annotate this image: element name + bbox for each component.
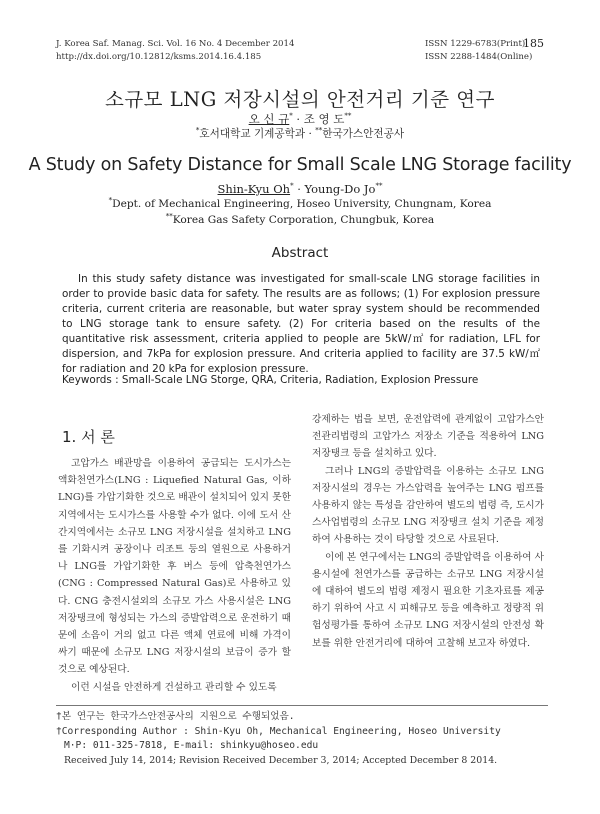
affil-mark: * xyxy=(195,126,200,135)
section-title: 1. 서 론 xyxy=(62,428,115,446)
korean-title: 소규모 LNG 저장시설의 안전거리 기준 연구 xyxy=(105,88,495,111)
abstract-body xyxy=(62,272,540,377)
author-separator: · xyxy=(292,112,304,126)
affil-mark: * xyxy=(108,196,113,205)
first-author-en: Shin-Kyu Oh xyxy=(217,182,291,196)
first-author-ko: 오 신 규 xyxy=(248,112,290,126)
author-mark: ** xyxy=(344,112,352,121)
body-paragraph: 고압가스 배관망을 이용하여 공급되는 도시가스는 액화천연가스(LNG : Liquefied Natural Gas, 이하 LNG)를 가압기화한 것으로 배관이 설치되어 있지 못한 지역에서는 도시가스를 사용할 수가 없다. 이에 도서 산간지역에서는 소규모 LNG 저장시설을 설치하고 LNG를 기화시켜 공장이나 리조트 등의 열원으로 사용하거나 LNG를 가압기화한 후 버스 등에 압축천연가스(CNG : Compressed Natural Gas)로 사용하고 있다. CNG 충전시설외의 소규모 가스 사용시설은 LNG저장탱크에 형성되는 가스의 증발압력으로 운전하기 때문에 소음이 거의 없고 다른 액체 연료에 비해 가격이 싸기 때문에 소규모 LNG 저장시설의 보급이 증가 할 것으로 예상된다. xyxy=(58,458,291,676)
korean-affiliations xyxy=(0,126,600,141)
contact-info: M·P: 011-325-7818, E-mail: shinkyu@hoseo.edu xyxy=(64,740,319,751)
keywords: Keywords : Small-Scale LNG Storge, QRA, Criteria, Radiation, Explosion Pressure xyxy=(62,374,479,386)
affil-ko-2: 한국가스안전공사 xyxy=(322,128,405,140)
affil-en-2: Korea Gas Safety Corporation, Chungbuk, Korea xyxy=(172,214,435,226)
issn-online: ISSN 2288-1484(Online) xyxy=(425,52,533,62)
abstract-paragraph: In this study safety distance was investigated for small-scale LNG storage facilities in order to provide basic data for safety. The results are as follows; (1) For explosion pressure criteria, current criteria are reasonable, but water spray system should be recommended to LNG storage tank to ensure safety. (2) For criteria based on the results of the quantitative risk assessment, criteria applied to people are 5kW/㎡ for radiation, LFL for dispersion, and 7kPa for explosion pressure. And criteria applied to facility are 37.5 kW/㎡ for radiation and 20 kPa for explosion pressure. xyxy=(62,273,540,375)
issn-print: ISSN 1229-6783(Print) xyxy=(425,39,526,49)
english-affiliation-1 xyxy=(0,198,600,210)
affil-ko-1: 호서대학교 기계공학과 · xyxy=(199,128,316,140)
affil-en-1: Dept. of Mechanical Engineering, Hoseo University, Chungnam, Korea xyxy=(112,198,492,210)
affil-mark: ** xyxy=(315,126,323,135)
body-paragraph: 이에 본 연구에서는 LNG의 증발압력을 이용하여 사용시설에 천연가스를 공급하는 소규모 LNG 저장시설에 대하여 별도의 법령 제정시 필요한 기초자료를 제공하기 위하여 사고 시 피해규모 등을 예측하고 정량적 위험성평가를 통하여 소규모 LNG 저장시설의 안전성 확보를 위한 안전거리에 대하여 고찰해 보고자 하였다. xyxy=(312,551,544,649)
korean-authors xyxy=(0,111,600,127)
english-title: A Study on Safety Distance for Small Scale LNG Storage facility xyxy=(28,155,572,175)
right-column xyxy=(312,411,544,652)
received-dates: Received July 14, 2014; Revision Received December 3, 2014; Accepted December 8 2014. xyxy=(64,754,498,766)
doi-link[interactable]: http://dx.doi.org/10.12812/ksms.2014.16.4.185 xyxy=(56,52,262,62)
journal-citation: J. Korea Saf. Manag. Sci. Vol. 16 No. 4 December 2014 xyxy=(56,39,295,49)
funding-note: †본 연구는 한국가스안전공사의 지원으로 수행되었음. xyxy=(56,711,295,722)
affil-mark: ** xyxy=(165,212,173,221)
abstract-heading: Abstract xyxy=(271,245,329,261)
author-mark: * xyxy=(289,112,293,121)
corresponding-author-note: †Corresponding Author : Shin-Kyu Oh, Mechanical Engineering, Hoseo University xyxy=(56,725,501,737)
second-author-ko: 조 영 도 xyxy=(303,112,345,126)
footnotes xyxy=(56,710,556,768)
body-paragraph: 강제하는 법을 보면, 운전압력에 관계없이 고압가스안전관리법령의 고압가스 저장소 기준을 적용하여 LNG 저장탱크 등을 설치하고 있다. xyxy=(312,414,544,460)
english-affiliation-2 xyxy=(0,214,600,226)
left-column xyxy=(58,455,291,696)
page-number: 185 xyxy=(523,37,544,50)
author-mark: * xyxy=(290,182,294,191)
second-author-en: · Young-Do Jo xyxy=(293,182,376,196)
body-paragraph: 그러나 LNG의 증발압력을 이용하는 소규모 LNG 저장시설의 경우는 가스압력을 높여주는 LNG 펌프를 사용하지 않는 특성을 감안하여 별도의 법령 즉, 도시가스사업법령의 소규모 LNG 저장탱크 설치 기준을 제정하여 사용하는 것이 타당할 것으로 사료된다. xyxy=(312,465,544,546)
english-authors xyxy=(0,182,600,196)
footnote-divider xyxy=(56,705,548,706)
author-mark: ** xyxy=(375,182,383,191)
body-paragraph: 이런 시설을 안전하게 건설하고 관리할 수 있도록 xyxy=(71,681,277,693)
